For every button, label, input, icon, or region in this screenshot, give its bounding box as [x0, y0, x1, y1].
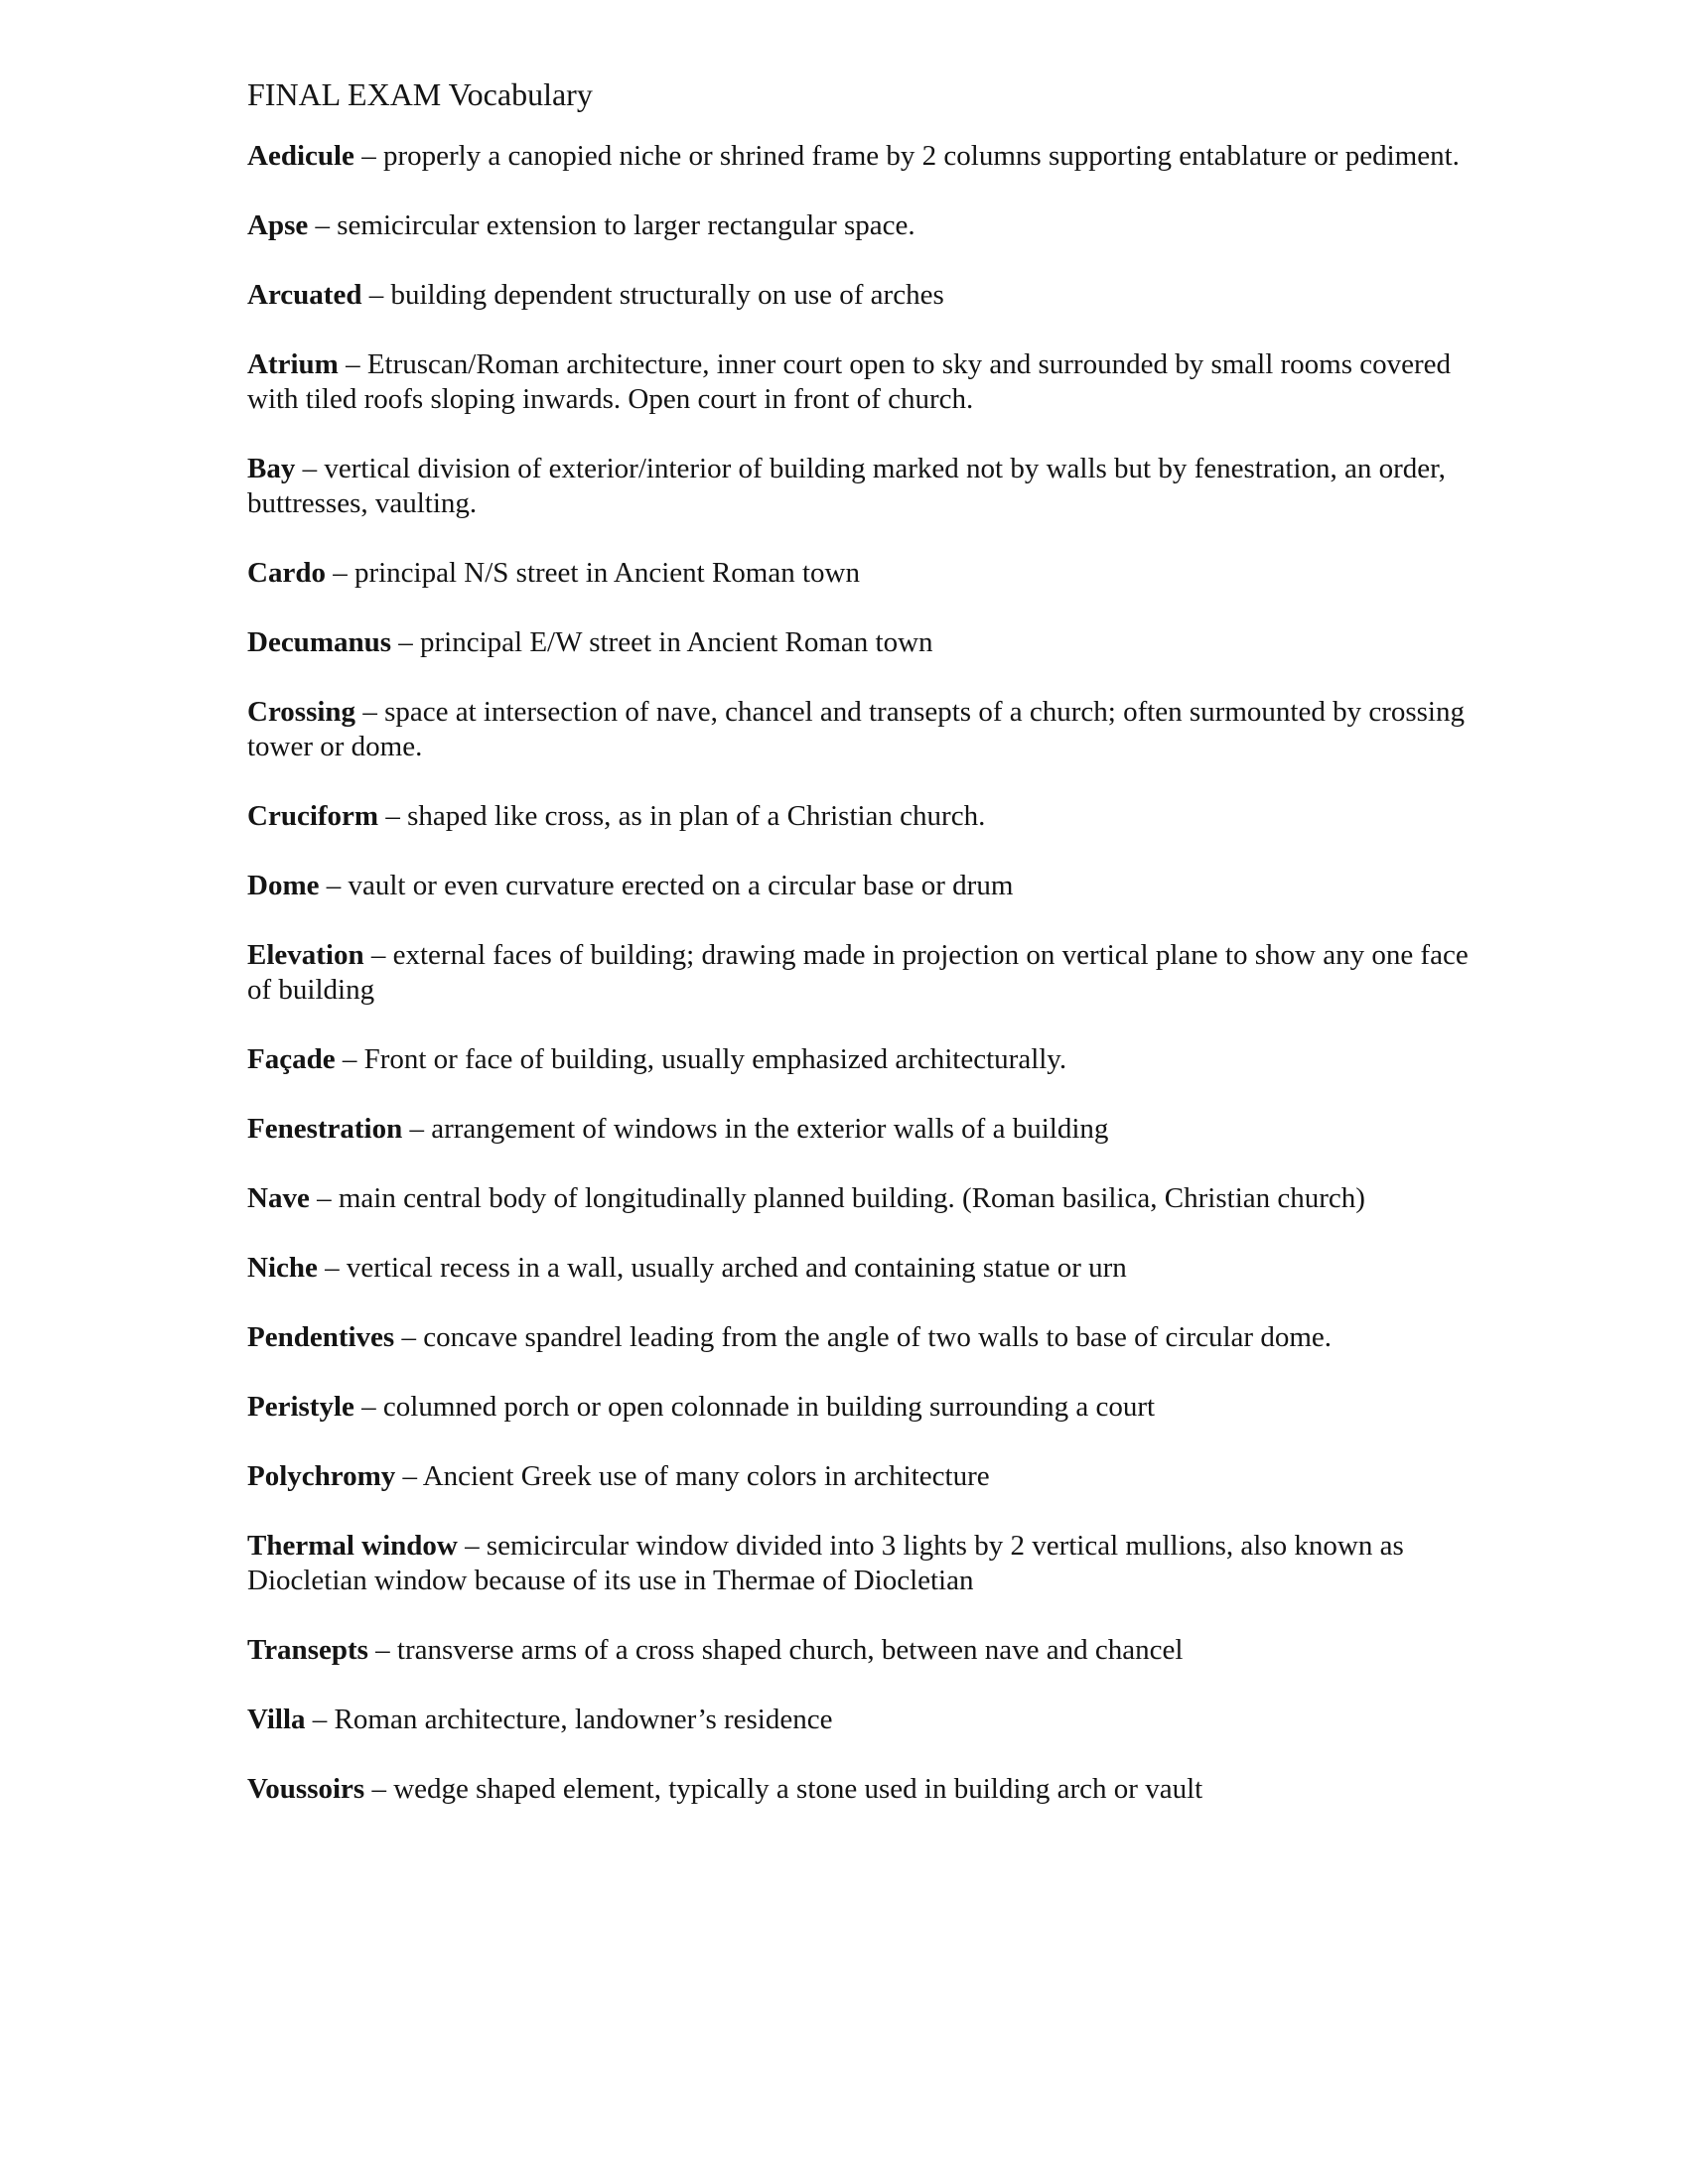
vocabulary-term: Arcuated [247, 279, 362, 311]
vocabulary-entry [247, 1390, 1469, 1425]
vocabulary-term: Dome [247, 870, 320, 901]
vocabulary-term: Peristyle [247, 1391, 354, 1423]
vocabulary-entry [247, 1529, 1469, 1598]
vocabulary-term: Nave [247, 1182, 310, 1214]
term-separator: – [319, 870, 349, 901]
vocabulary-entry [247, 278, 1469, 313]
vocabulary-entry [247, 1633, 1469, 1668]
vocabulary-term: Atrium [247, 348, 339, 380]
vocabulary-definition: arrangement of windows in the exterior walls of a building [431, 1113, 1109, 1145]
term-separator: – [338, 348, 367, 380]
term-separator: – [335, 1043, 364, 1075]
document-page [247, 69, 1469, 1842]
term-separator: – [395, 1460, 423, 1492]
vocabulary-term: Decumanus [247, 626, 392, 658]
vocabulary-entry [247, 799, 1469, 834]
vocabulary-entry [247, 1251, 1469, 1286]
vocabulary-term: Crossing [247, 696, 356, 728]
vocabulary-definition: semicircular extension to larger rectangular space. [337, 209, 915, 241]
vocabulary-definition: concave spandrel leading from the angle of two walls to base of circular dome. [423, 1321, 1332, 1353]
vocabulary-term: Façade [247, 1043, 336, 1075]
term-separator: – [305, 1704, 335, 1735]
vocabulary-term: Polychromy [247, 1460, 396, 1492]
vocabulary-term: Cardo [247, 557, 326, 589]
vocabulary-entry [247, 869, 1469, 903]
term-separator: – [363, 939, 393, 971]
vocabulary-definition: Etruscan/Roman architecture, inner court open to sky and surrounded by small rooms covered with tiled roofs sloping inwards. Open court in front of church. [247, 348, 1452, 415]
term-separator: – [361, 279, 391, 311]
vocabulary-definition: shaped like cross, as in plan of a Christian church. [407, 800, 986, 832]
vocabulary-entry [247, 208, 1469, 243]
vocabulary-definition: transverse arms of a cross shaped church, between nave and chancel [396, 1634, 1184, 1666]
vocabulary-definition: semicircular window divided into 3 lights by 2 vertical mullions, also known as Diocletian window because of its use in Thermae of Diocletian [247, 1530, 1404, 1596]
vocabulary-entry [247, 1320, 1469, 1355]
vocabulary-term: Niche [247, 1252, 318, 1284]
vocabulary-term: Voussoirs [247, 1773, 365, 1805]
term-separator: – [364, 1773, 394, 1805]
vocabulary-entry [247, 1459, 1469, 1494]
term-separator: – [378, 800, 408, 832]
term-separator: – [353, 140, 383, 172]
term-separator: – [402, 1113, 432, 1145]
vocabulary-definition: space at intersection of nave, chancel and transepts of a church; often surmounted by crossing tower or dome. [247, 696, 1465, 762]
term-separator: – [394, 1321, 424, 1353]
term-separator: – [309, 1182, 339, 1214]
vocabulary-definition: main central body of longitudinally planned building. (Roman basilica, Christian church) [338, 1182, 1365, 1214]
term-separator: – [295, 453, 325, 484]
vocabulary-term: Pendentives [247, 1321, 395, 1353]
vocabulary-entry [247, 1772, 1469, 1807]
vocabulary-definition: principal E/W street in Ancient Roman town [420, 626, 933, 658]
vocabulary-definition: vertical division of exterior/interior of building marked not by walls but by fenestration, an order, buttresses, vaulting. [247, 453, 1446, 519]
vocabulary-entry [247, 1112, 1469, 1147]
vocabulary-entry [247, 1042, 1469, 1077]
vocabulary-definition: Roman architecture, landowner’s residence [334, 1704, 833, 1735]
term-separator: – [308, 209, 338, 241]
vocabulary-entry [247, 695, 1469, 764]
vocabulary-definition: principal N/S street in Ancient Roman town [353, 557, 860, 589]
vocabulary-entry [247, 347, 1469, 417]
vocabulary-entry [247, 1181, 1469, 1216]
vocabulary-entry [247, 1703, 1469, 1737]
vocabulary-term: Bay [247, 453, 296, 484]
vocabulary-definition: columned porch or open colonnade in building surrounding a court [382, 1391, 1156, 1423]
vocabulary-term: Aedicule [247, 140, 354, 172]
vocabulary-entry [247, 625, 1469, 660]
vocabulary-entry [247, 556, 1469, 591]
term-separator: – [355, 696, 385, 728]
vocabulary-definition: vertical recess in a wall, usually arched and containing statue or urn [346, 1252, 1127, 1284]
vocabulary-term: Cruciform [247, 800, 379, 832]
vocabulary-entry [247, 452, 1469, 521]
term-separator: – [367, 1634, 397, 1666]
document-title: FINAL EXAM Vocabulary [247, 76, 593, 112]
vocabulary-definition: properly a canopied niche or shrined frame by 2 columns supporting entablature or pediment. [382, 140, 1460, 172]
term-separator: – [391, 626, 421, 658]
vocabulary-definition: Front or face of building, usually emphasized architecturally. [363, 1043, 1067, 1075]
vocabulary-entry [247, 938, 1469, 1008]
vocabulary-term: Apse [247, 209, 309, 241]
vocabulary-definition: Ancient Greek use of many colors in architecture [422, 1460, 990, 1492]
term-separator: – [457, 1530, 487, 1562]
vocabulary-term: Elevation [247, 939, 364, 971]
vocabulary-list [247, 139, 1469, 1807]
vocabulary-definition: wedge shaped element, typically a stone used in building arch or vault [393, 1773, 1203, 1805]
vocabulary-term: Fenestration [247, 1113, 403, 1145]
vocabulary-term: Thermal window [247, 1530, 458, 1562]
vocabulary-term: Villa [247, 1704, 306, 1735]
term-separator: – [325, 557, 354, 589]
term-separator: – [353, 1391, 383, 1423]
vocabulary-definition: building dependent structurally on use of arches [390, 279, 944, 311]
vocabulary-entry [247, 139, 1469, 174]
vocabulary-definition: vault or even curvature erected on a circular base or drum [348, 870, 1014, 901]
term-separator: – [317, 1252, 347, 1284]
vocabulary-term: Transepts [247, 1634, 368, 1666]
vocabulary-definition: external faces of building; drawing made in projection on vertical plane to show any one face of building [247, 939, 1469, 1006]
